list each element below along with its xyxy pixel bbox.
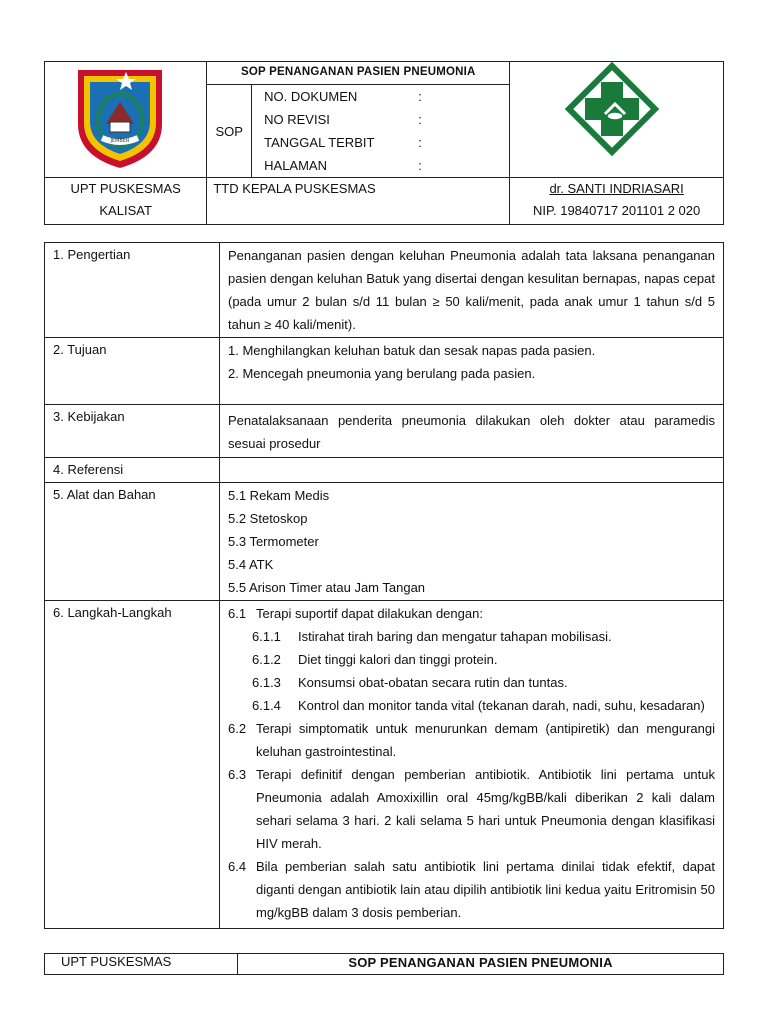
unit-line1: UPT PUSKESMAS bbox=[70, 181, 181, 196]
head-name: dr. SANTI INDRIASARI bbox=[549, 181, 684, 196]
list-item: 5.5 Arison Timer atau Jam Tangan bbox=[228, 580, 426, 595]
list-item: 5.2 Stetoskop bbox=[228, 511, 308, 526]
step-6-3: 6.3 Terapi definitif dengan pemberian antibiotik. Antibiotik lini pertama untuk Pneumonia adalah Amoxixillin oral 45mg/kgBB/kali diberikan 2 kali dalam sehari selama 3 hari. 2 kali selama 5 hari untuk Pneumonia dengan klasifikasi HIV merah. bbox=[228, 767, 715, 851]
doc-title: SOP PENANGANAN PASIEN PNEUMONIA bbox=[207, 62, 510, 85]
label-alat: 5. Alat dan Bahan bbox=[45, 483, 220, 601]
list-item: 2. Mencegah pneumonia yang berulang pada pasien. bbox=[228, 366, 536, 381]
text-referensi bbox=[220, 458, 724, 483]
head-nip: NIP. 19840717 201101 2 020 bbox=[533, 203, 701, 218]
sop-body-table bbox=[44, 242, 724, 929]
label-kebijakan: 3. Kebijakan bbox=[45, 405, 220, 458]
list-item: 5.1 Rekam Medis bbox=[228, 488, 330, 503]
row-referensi bbox=[45, 458, 724, 483]
list-item: 5.3 Termometer bbox=[228, 534, 319, 549]
next-page-header bbox=[44, 953, 724, 975]
field-tanggal-terbit: TANGGAL TERBIT : bbox=[264, 135, 422, 150]
step-6-1: 6.1 Terapi suportif dapat dilakukan dengan: bbox=[228, 606, 483, 621]
step-6-1-1: 6.1.1 Istirahat tirah baring dan mengatur tahapan mobilisasi. bbox=[252, 629, 612, 644]
unit-line2: KALISAT bbox=[99, 203, 152, 218]
text-pengertian: Penanganan pasien dengan keluhan Pneumonia adalah tata laksana penanganan pasien dengan keluhan Batuk yang disertai dengan kesulitan bernapas, napas cepat (pada umur 2 bulan s/d 11 bulan ≥ 50 kali/menit, pada anak umur 1 tahun s/d 5 tahun ≥ 40 kali/menit). bbox=[220, 243, 724, 338]
puskesmas-logo bbox=[563, 62, 661, 158]
row-tujuan bbox=[45, 338, 724, 405]
list-item: 1. Menghilangkan keluhan batuk dan sesak napas pada pasien. bbox=[228, 343, 596, 358]
step-6-4: 6.4 Bila pemberian salah satu antibiotik lini pertama dinilai tidak efektif, dapat diganti dengan antibiotik lain atau dipilih antibiotik lini kedua yaitu Eritromisin 50 mg/kgBB dalam 3 dosis pemberian. bbox=[228, 859, 715, 920]
label-tujuan: 2. Tujuan bbox=[45, 338, 220, 405]
field-no-dokumen: NO. DOKUMEN : bbox=[264, 89, 422, 104]
ttd-cell bbox=[207, 178, 510, 225]
label-referensi: 4. Referensi bbox=[45, 458, 220, 483]
jember-crest-logo bbox=[72, 66, 168, 170]
row-alat bbox=[45, 483, 724, 601]
field-halaman: HALAMAN : bbox=[264, 158, 422, 173]
step-6-1-3: 6.1.3 Konsumsi obat-obatan secara rutin dan tuntas. bbox=[252, 675, 568, 690]
text-kebijakan: Penatalaksanaan penderita pneumonia dilakukan oleh dokter atau paramedis sesuai prosedur bbox=[220, 405, 724, 458]
head-cell bbox=[510, 178, 724, 225]
footer-title: SOP PENANGANAN PASIEN PNEUMONIA bbox=[238, 954, 724, 975]
ttd-label: TTD KEPALA PUSKESMAS bbox=[213, 181, 376, 196]
step-6-1-2: 6.1.2 Diet tinggi kalori dan tinggi protein. bbox=[252, 652, 498, 667]
list-langkah bbox=[220, 601, 724, 929]
list-alat bbox=[220, 483, 724, 601]
field-no-revisi: NO REVISI : bbox=[264, 112, 422, 127]
label-langkah: 6. Langkah-Langkah bbox=[45, 601, 220, 929]
svg-text:JEMBER: JEMBER bbox=[110, 138, 130, 144]
row-langkah bbox=[45, 601, 724, 929]
doc-fields bbox=[252, 85, 510, 178]
step-6-2: 6.2 Terapi simptomatik untuk menurunkan demam (antipiretik) dan mengurangi keluhan gastrointestinal. bbox=[228, 721, 715, 759]
sop-label: SOP bbox=[207, 85, 252, 178]
unit-cell bbox=[45, 178, 207, 225]
row-kebijakan bbox=[45, 405, 724, 458]
list-tujuan bbox=[220, 338, 724, 405]
step-6-1-4: 6.1.4 Kontrol dan monitor tanda vital (tekanan darah, nadi, suhu, kesadaran) bbox=[252, 698, 705, 713]
label-pengertian: 1. Pengertian bbox=[45, 243, 220, 338]
row-pengertian bbox=[45, 243, 724, 338]
footer-unit: UPT PUSKESMAS bbox=[45, 954, 238, 975]
list-item: 5.4 ATK bbox=[228, 557, 274, 572]
